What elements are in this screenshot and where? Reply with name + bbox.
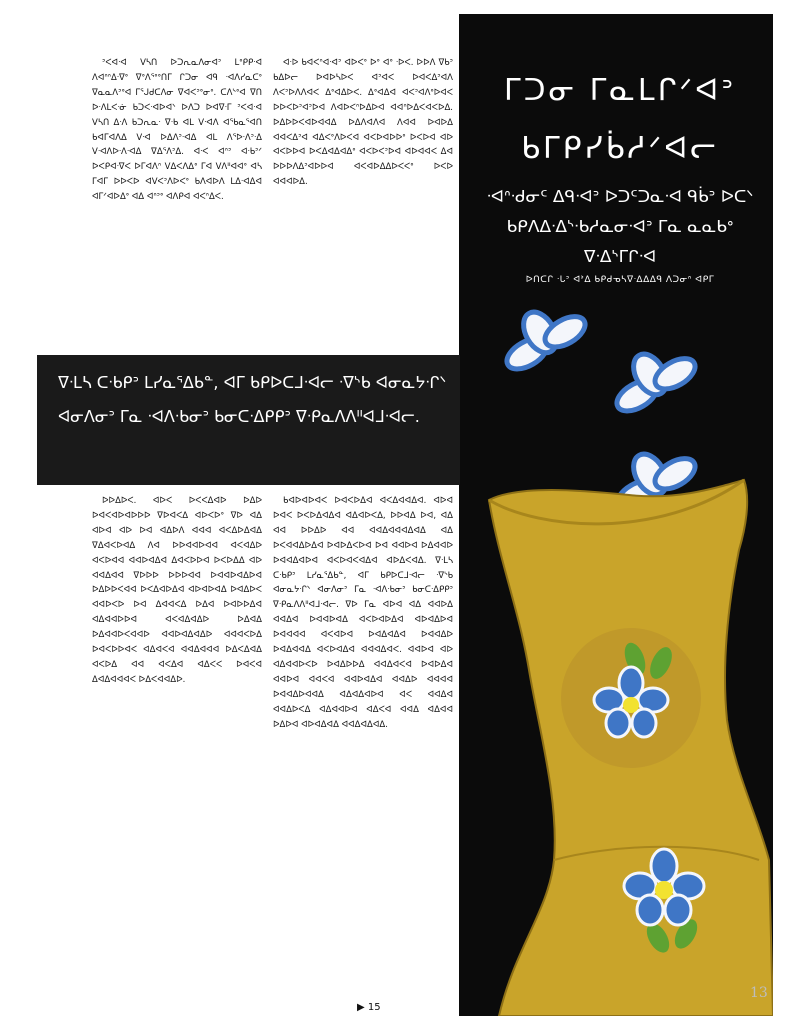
title-line-1: ᒥᑐᓂ ᒥᓇᒪᒋᐟᐊᐣ xyxy=(503,73,737,108)
body-column-2-bottom xyxy=(273,494,453,1014)
bead-motif-2 xyxy=(601,333,700,417)
title-line-2: ᑲᒥᑭᓯᑳᓱᐟᐊᓕ xyxy=(521,131,719,166)
paragraph: ᐅᐅᐃᐅᐸ. ᐊᐅᐸ ᐅᐸᐸᐃᐊᐅ ᐅᐃᐅ ᐅᐊᐸᐊᐅᐊᐅᐅᐅ ᐁᐅᐊᐸᐃ ᐊᐅᐸᐅᐤ ᐁᐅ ᐊᐃ ᐊᐅᐊ ᐊᐅ ᐅᐊ ᐊᐃᐅᐱ ᐊᐊᐊ ᐊᐸᐃᐅᐃᐊᐃ ᐁᐃᐊᐸᐅᐊᐃ ᐱᐊ ᐅᐅᐊᐊᐅᐊᐊ ᐊᐸᐊᐃᐅ ᐊᐸᐅᐊᐊ ᐊᐊᐅᐊᐃᐊ ᐃᐊᐸᐅᐅᐊ ᐅᐸᐅᐃᐃ ᐊᐅ ᐊᐊᐃᐊᐊ ᐁᐅᐅᐅ ᐅᐅᐅᐊᐊ ᐅᐊᐊᐅᐊᐃᐅᐊ ᐅᐃᐅᐅᐸᐊᐊ ᐅᐸᐃᐊᐅᐃᐊ ᐊᐅᐊᐅᐊᐃ ᐅᐊᐃᐅᐸ ᐊᐊᐅᐸᐅ ᐅᐊ ᐃᐊᐊᐸᐃ ᐅᐃᐊ ᐅᐊᐅᐅᐃᐊ ᐊᐃᐊᐊᐅᐅᐊ ᐊᐸᐊᐃᐊᐃᐅ ᐅᐃᐊᐃ ᐅᐃᐊᐊᐅᐸᐊᐊᐅ ᐊᐊᐅᐊᐃᐊᐃᐅ ᐊᐊᐊᐸᐅᐃ ᐅᐊᐸᐅᐅᐊᐸ ᐊᐃᐊᐸᐊ ᐊᐊᐃᐊᐊᐊ ᐅᐃᐸᐃᐊᐃ ᐊᐸᐅᐃ ᐊᐊ ᐊᐸᐃᐊ ᐊᐃᐸᐸ ᐅᐊᐸᐊ ᐃᐊᐃᐊᐊᐊᐸ ᐅᐃᐸᐊᐊᐃᐅ. xyxy=(92,496,262,685)
page-number: 13 xyxy=(750,985,768,1001)
pull-quote: ᐁᐧᒪᓴ ᑕᐧᑲᑭᐣ ᒪᓯᓇᕐᐃᑲᓐ, ᐊᒥ ᑲᑭᐅᑕᒧᐧᐊᓕ ᐧᐁᔅᑲ ᐊᓂᓇᔭᐧᒋᐠ ᐊᓂᐱᓂᐣ ᒥᓇ ᐧᐊᐱᐧᑲᓂᐣ ᑲᓂᑕᐧᐃᑭᑭᐣ ᐁᐧᑭᓇᐱᐱᐦᐊᒧᐧᐊᓕ. xyxy=(58,373,447,426)
body-column-1-top xyxy=(92,56,262,356)
beaded-moccasin-photo xyxy=(459,300,773,1016)
article-title xyxy=(470,62,770,178)
bead-motif-1 xyxy=(491,300,590,375)
body-column-1-bottom xyxy=(92,494,262,1014)
paragraph: ᐊᐧᐅ ᑲᐊᐸᐢᐊᐧᐊᐣ ᐊᐅᐸᐤ ᐅᐤ ᐊᐤ ᐧᐅᐸ. ᐅᐅᐱ ᐁᑲᐣ ᑲᐃᐅᓕ ᐅᐊᐅᓴᐅᐸ ᐊᐣᐊᐸ ᐅᐊᐸᐃᐣᐊᐱ ᐱᐸᐣᐅᐱᐱᐊᐸ ᐃᐤᐊᐃᐅᐸ. ᐃᐤᐊᐃᐊ ᐊᐸᐣᐊᐱᐤᐅᐊᐸ ᐅᐅᐸᐅᐣᐊᐣᐅᐊ ᐱᐊᐅᐸᐢᐅᐃᐅᐊ ᐊᐊᐢᐅᐃᐸᐊᐸᐅᐃ. ᐅᐃᐅᐅᐸᐊᐅᐊᐊᐃ ᐅᐃᐱᐊᐱᐊ ᐱᐊᐊ ᐅᐊᐅᐃ ᐊᐊᐸᐃᐣᐊ ᐊᐃᐸᐤᐱᐅᐸᐊ ᐊᐸᐅᐊᐅᐅᐤ ᐅᐸᐅᐊ ᐊᐅ ᐊᐸᐅᐅᐊ ᐅᐸᐃᐊᐃᐊᐃᐤ ᐊᐸᐅᐸᐣᐅᐊ ᐊᐅᐊᐊᐸ ᐃᐊ ᐅᐅᐅᐱᐃᐣᐊᐅᐅᐊ ᐊᐸᐊᐅᐃᐃᐅᐸᐸᐤ ᐅᐸᐅ ᐊᐊᐊᐅᐃ. xyxy=(273,58,453,188)
paragraph: ᑲᐊᐅᐊᐅᐊᐸ ᐅᐊᐸᐅᐃᐊ ᐊᐸᐃᐊᐊᐃᐊ. ᐊᐅᐊ ᐅᐊᐸ ᐅᐸᐅᐃᐊᐃᐊ ᐊᐃᐊᐅᐸᐃ, ᐅᐅᐊᐃ ᐅᐊ, ᐊᐃ ᐊᐊ ᐅᐅᐃᐅ ᐊᐊ ᐊᐊᐃᐊᐊᐊᐃᐊᐃ ᐊᐃ ᐅᐸᐊᐊᐃᐅᐃᐊ ᐅᐊᐅᐃᐸᐅᐊ ᐅᐊ ᐊᐊᐅᐊ ᐅᐃᐊᐊᐅ ᐅᐊᐊᐃᐊᐅᐊ ᐊᐸᐅᐊᐸᐊᐃᐊ ᐊᐅᐃᐸᐊᐃ. ᐁᐧᒪᓴ ᑕᐧᑲᑭᐣ ᒪᓯᓇᕐᐃᑲᓐ, ᐊᒥ ᑲᑭᐅᑕᒧᐧᐊᓕ ᐧᐁᔅᑲ ᐊᓂᓇᔭᐧᒋᐠ ᐊᓂᐱᓂᐣ ᒥᓇ ᐧᐊᐱᐧᑲᓂᐣ ᑲᓂᑕᐧᐃᑭᑭᐣ ᐁᐧᑭᓇᐱᐱᐦᐊᒧᐧᐊᓕ. ᐁᐅ ᒥᓇ ᐊᐅᐊ ᐊᐃ ᐊᐊᐅᐃ ᐊᐊᐃᐊ ᐅᐊᐊᐅᐊᐃ ᐊᐸᐅᐊᐅᐃᐊ ᐊᐅᐊᐃᐅᐊ ᐅᐊᐊᐊᐊ ᐊᐸᐊᐅᐊ ᐅᐊᐃᐊᐃᐊ ᐅᐊᐊᐃᐅ ᐅᐊᐃᐊᐊᐃ ᐊᐸᐅᐊᐃᐊ ᐊᐊᐊᐃᐊᐸ. ᐊᐊᐅᐊ ᐊᐅ ᐊᐃᐊᐊᐅᐸᐅ ᐅᐊᐃᐅᐅᐃ ᐊᐊᐃᐊᐸᐊ ᐅᐊᐅᐃᐊ ᐊᐊᐅᐊ ᐊᐊᐸᐊ ᐊᐊᐅᐊᐃᐊ ᐊᐊᐃᐅ ᐊᐊᐊᐊ ᐅᐊᐊᐃᐅᐊᐊᐃ ᐊᐃᐊᐃᐊᐅᐊ ᐊᐸ ᐊᐊᐃᐊ ᐊᐊᐃᐅᐸᐃ ᐊᐃᐊᐊᐅᐊ ᐊᐃᐸᐊ ᐊᐊᐃ ᐊᐃᐊᐊ ᐅᐃᐅᐊ ᐊᐅᐊᐃᐊᐃ ᐊᐊᐃᐊᐃᐊᐃ. xyxy=(273,496,453,730)
body-column-2-top xyxy=(273,56,453,356)
paragraph: ᐣᐸᐊᐧᐊ ᐯᓴᑎ ᐅᑐᕆᓇᐱᓂᐊᐣ ᒪᐤᑭᑭᐧᐊ ᐱᐊᐢᐢᐃᐧᐁᐤ ᐁᐤᐱᕐᐤᐤᑎᒥ ᒋᑐᓂ ᐊᑫ ᐧᐊᐱᓯᓇᑕᐤ ᐁᓇᓇᐱᐣᐤᐊ ᒥᕐᒍᑯᑕᐱᓂ ᐁᐊᐸᐣᐤᓂᐤ. ᑕᐱᔅᐤᐊ ᐁᑎ ᐅᐧᐱᒪᐸᐧᓃ ᑲᑐᐸᐧᐊᐅᐊᐠ ᐅᐱᑐ ᐅᐊᐁᐧᒥ ᐣᐸᐊᐧᐊ ᐯᓴᑎ ᐃᐧᐱ ᑲᑐᕆᓇᐧ ᐁᐧᑲ ᐊᒪ ᐯᐧᐊᐱ ᐊᕐᑲᓇᕐᐊᑎ ᑲᐊᒥᐊᐱᐃ ᐯᐧᐊ ᐅᐃᐱᐣᐧᐊᐃ ᐊᒪ ᐱᕐᐅᐧᐱᐣᐧᐃ ᐯᐧᐊᐱᐅᐧᐱᐧᐊᐃ ᐁᐃᕐᐱᐣᐃ. ᐊᐧᐸ ᐊᐢᐣ ᐊᐧᑲᐣᐟ ᐅᐸᑭᐊᐧᐁᐸ ᐅᒥᐊᐱᐢ ᐯᐃᐸᐱᐃᐤ ᒥᐊ ᐯᐱᐦᐊᐊᐤ ᐊᓴ ᒥᐊᒥ ᐅᐅᐸᐅ ᐊᐯᐸᐣᐱᐅᐸᐤ ᑲᐱᐊᐅᐱ ᒪᐃᐧᐊᐃᐊ ᐊᒥᐟᐊᐅᐃᐤ ᐊᐃ ᐊᐢᐣᐤ ᐊᐱᑭᐊ ᐊᐸᐢᐃᐸ. xyxy=(92,58,262,203)
moccasin xyxy=(489,480,773,1016)
continued-note: ▶ 15 xyxy=(357,1002,381,1013)
article-subtitle: ᐧᐊᐢᐧᑯᓂᑦ ᐃᑫᐧᐊᐣ ᐅᑐᑦᑐᓇᐧᐊ ᑫᑳᐣ ᐅᑕᐠ ᑲᑭᐱᐃᐧᐃᔅᐧᑲᓱᓇᓂᐧᐊᐣ ᒥᓇ ᓇᓇᑲᐤ ᐁᐧᐃᔅᒥᒋᐧᐊ xyxy=(486,187,754,267)
byline: ᐅᑎᑕᒋ ᐧᒐᐣ ᐊᕑᐃ ᑲᑭᑯᓀᓴᐁᐧᐃᐃᐃᑫ ᐱᑐᓂᐢ ᐊᑭᒥ xyxy=(525,275,715,285)
